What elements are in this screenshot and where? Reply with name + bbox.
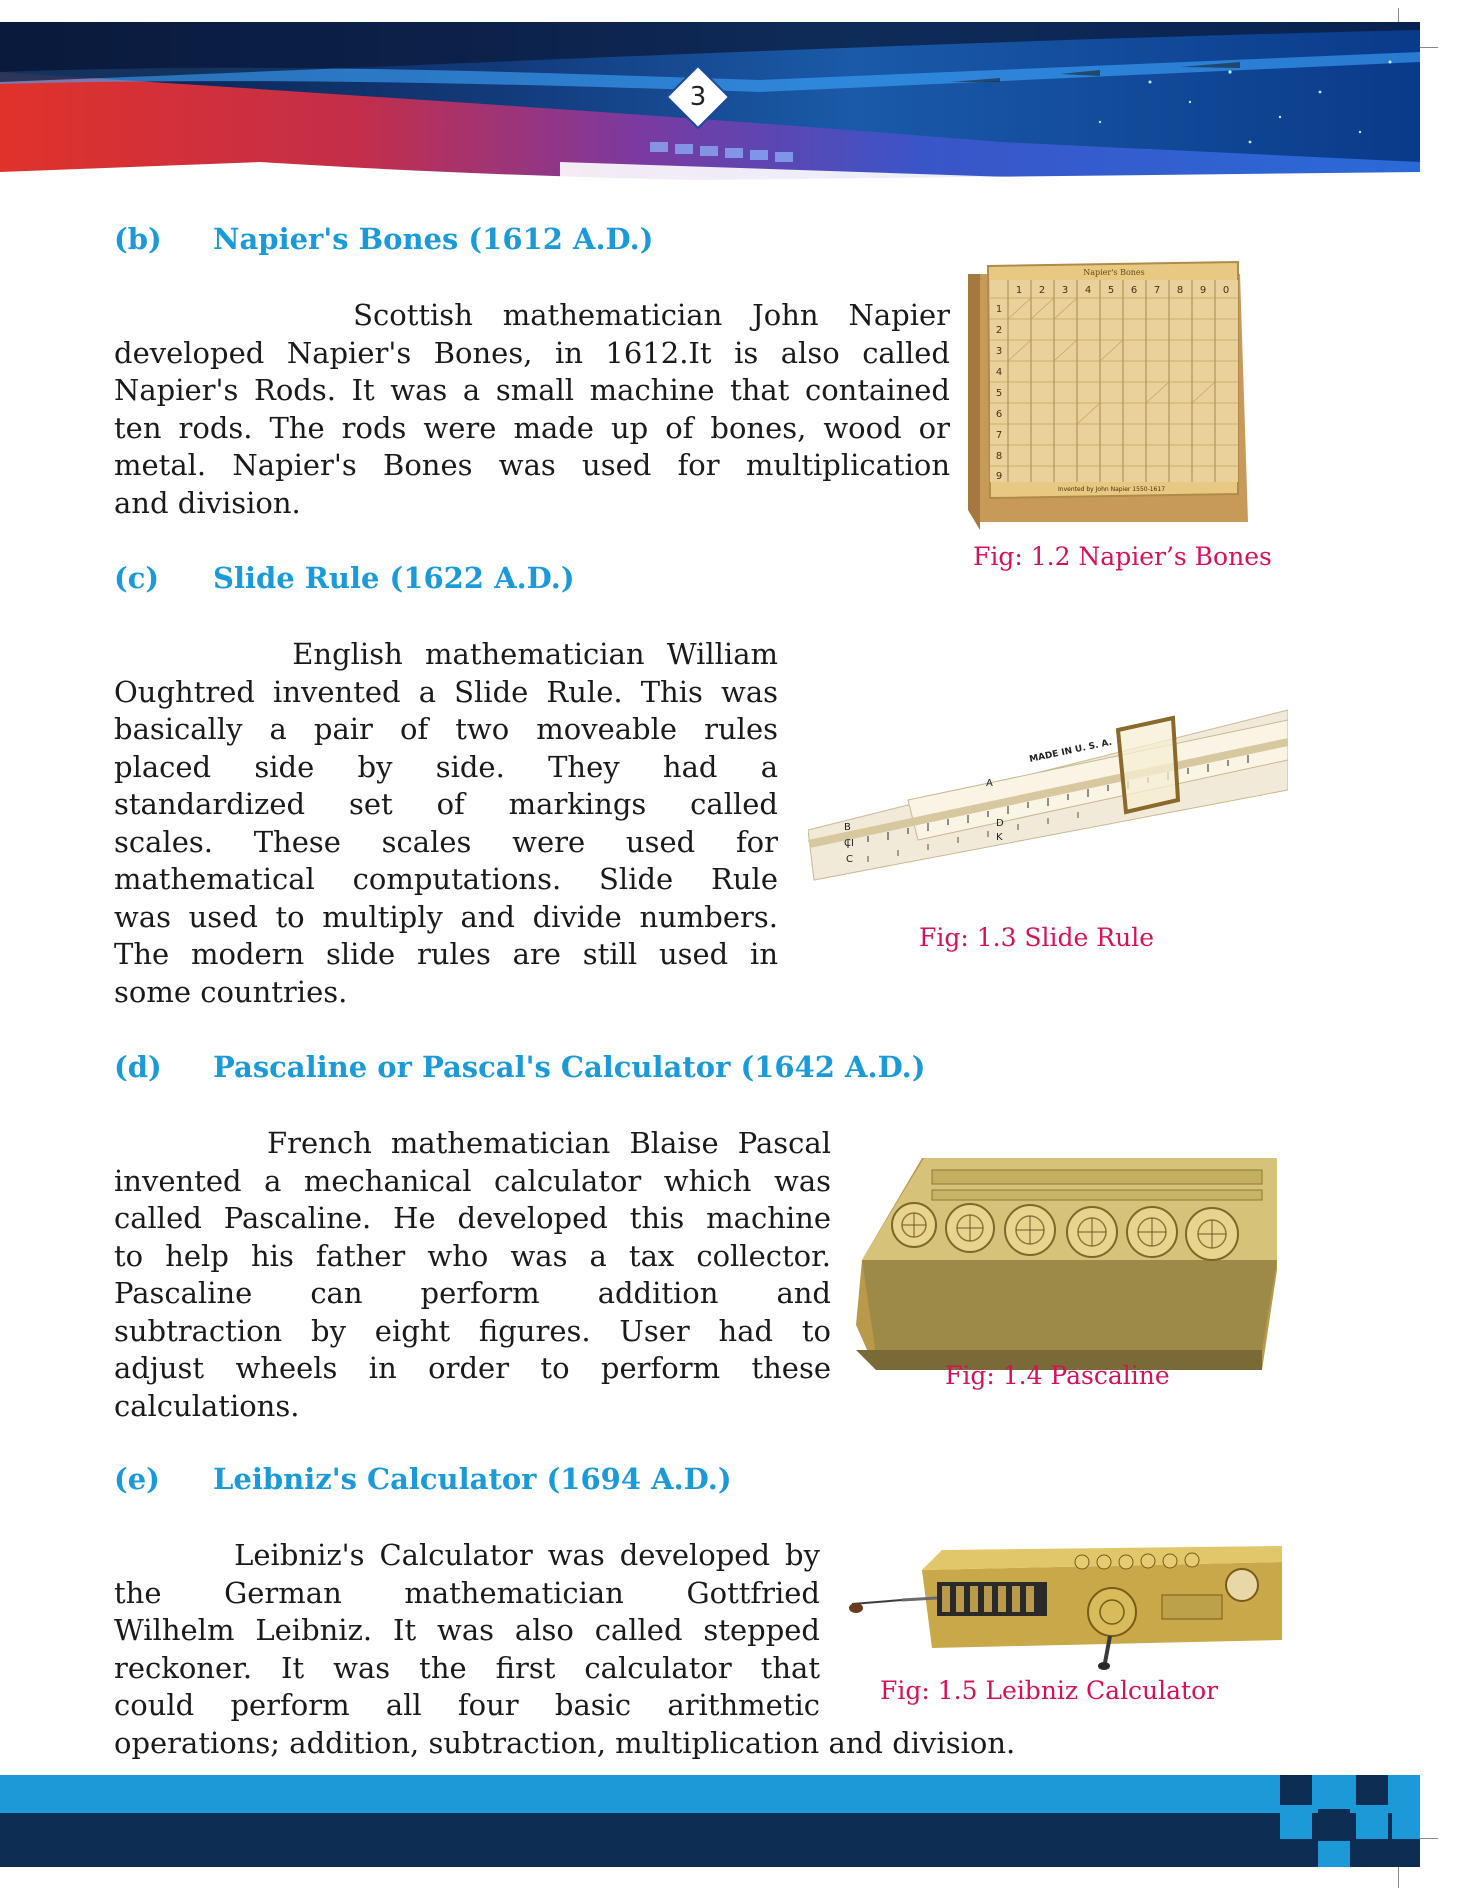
pascaline-image	[852, 1150, 1282, 1375]
top-digit: 3	[1061, 285, 1069, 296]
top-digit: 1	[1015, 285, 1023, 296]
paragraph-pascaline	[114, 1125, 831, 1425]
text-line: some countries.	[114, 974, 348, 1009]
figure-pascaline	[852, 1150, 1282, 1375]
text-line: and division.	[114, 485, 301, 520]
caption-fig-1-5: Fig: 1.5 Leibniz Calculator	[880, 1676, 1219, 1705]
caption-fig-1-4: Fig: 1.4 Pascaline	[945, 1361, 1170, 1390]
figure-slide-rule	[808, 690, 1288, 900]
slide-rule-stamp: MADE IN U. S. A.	[1028, 737, 1113, 765]
side-digit: 4	[995, 367, 1003, 378]
text-line: English mathematician William	[114, 637, 778, 671]
heading-letter: (d)	[114, 1050, 162, 1084]
napiers-bones-image	[968, 250, 1248, 530]
side-digit: 1	[995, 304, 1003, 315]
text-line: to help his father who was a tax collector.	[114, 1238, 831, 1273]
leibniz-calculator-image	[842, 1540, 1282, 1670]
side-digit: 7	[995, 430, 1003, 441]
footer-band	[0, 1775, 1420, 1867]
paragraph-napiers-bones	[114, 297, 950, 522]
text-line: the German mathematician Gottfried	[114, 1575, 820, 1610]
top-digit: 0	[1222, 285, 1230, 296]
top-digit: 9	[1199, 285, 1207, 296]
side-digit: 6	[995, 409, 1003, 420]
text-line: adjust wheels in order to perform these	[114, 1351, 831, 1385]
page-number: 3	[689, 82, 707, 112]
text-line: reckoner. It was the first calculator that	[114, 1650, 820, 1685]
text-line: standardized set of markings called	[114, 787, 778, 821]
heading-leibniz	[114, 1462, 732, 1496]
side-digit: 2	[995, 325, 1003, 336]
scale-label: K	[996, 832, 1003, 843]
text-line: scales. These scales were used for	[114, 824, 778, 859]
heading-letter: (b)	[114, 222, 162, 256]
scale-label: A	[986, 778, 993, 789]
scale-label: C	[846, 854, 853, 865]
text-line: ten rods. The rods were made up of bones, wood or	[114, 410, 950, 445]
figure-napiers-bones	[968, 250, 1248, 530]
text-line: invented a mechanical calculator which was	[114, 1163, 831, 1198]
heading-slide-rule	[114, 561, 575, 595]
heading-title: Napier's Bones (1612 A.D.)	[213, 222, 654, 256]
text-line: was used to multiply and divide numbers.	[114, 899, 778, 934]
scale-label: B	[844, 822, 851, 833]
caption-fig-1-3: Fig: 1.3 Slide Rule	[919, 923, 1154, 952]
scale-label: D	[996, 818, 1004, 829]
text-line: developed Napier's Bones, in 1612.It is also called	[114, 335, 950, 370]
text-line: placed side by side. They had a	[114, 749, 778, 784]
heading-letter: (e)	[114, 1462, 160, 1496]
text-line: The modern slide rules are still used in	[114, 937, 778, 971]
heading-pascaline	[114, 1050, 926, 1084]
top-digit: 6	[1130, 285, 1138, 296]
top-digit: 8	[1176, 285, 1184, 296]
text-line: Leibniz's Calculator was developed by	[114, 1538, 820, 1572]
napier-footer: Invented by John Napier 1550-1617	[1058, 486, 1166, 493]
figure-leibniz-calculator	[842, 1540, 1282, 1670]
text-line: mathematical computations. Slide Rule	[114, 862, 778, 896]
text-line: could perform all four basic arithmetic	[114, 1688, 820, 1722]
slide-rule-image	[808, 690, 1288, 900]
top-digit: 2	[1038, 285, 1046, 296]
text-line: Oughtred invented a Slide Rule. This was	[114, 674, 778, 709]
scale-label: CI	[844, 838, 854, 849]
side-digit: 8	[995, 451, 1003, 462]
text-line: Pascaline can perform addition and	[114, 1276, 831, 1310]
text-line: Scottish mathematician John Napier	[114, 298, 950, 332]
text-line: Wilhelm Leibniz. It was also called stepped	[114, 1613, 820, 1647]
text-line: subtraction by eight figures. User had to	[114, 1313, 831, 1348]
text-line: calculations.	[114, 1388, 300, 1423]
heading-napiers-bones	[114, 222, 654, 256]
top-digit: 4	[1084, 285, 1092, 296]
top-digit: 7	[1153, 285, 1161, 296]
text-line: called Pascaline. He developed this machine	[114, 1201, 831, 1235]
text-line: metal. Napier's Bones was used for multiplication	[114, 448, 950, 482]
paragraph-leibniz: Leibniz's Calculator was developed by the German mathematician Gottfried Wilhelm Leibniz. It was also called stepped reckoner. It was the first calculator that could perform all four basic arithmetic operations; addition, subtraction, multiplication and division.	[114, 1538, 1016, 1760]
heading-title: Slide Rule (1622 A.D.)	[213, 561, 575, 595]
napier-box-title: Napier's Bones	[1083, 268, 1145, 277]
heading-title: Leibniz's Calculator (1694 A.D.)	[213, 1462, 732, 1496]
side-digit: 5	[995, 388, 1003, 399]
side-digit: 3	[995, 346, 1003, 357]
top-digit: 5	[1107, 285, 1115, 296]
text-line: basically a pair of two moveable rules	[114, 712, 778, 746]
side-digit: 9	[995, 471, 1003, 482]
caption-fig-1-2: Fig: 1.2 Napier’s Bones	[973, 542, 1272, 571]
text-line: Napier's Rods. It was a small machine that contained	[114, 373, 950, 407]
paragraph-slide-rule	[114, 636, 778, 1011]
heading-title: Pascaline or Pascal's Calculator (1642 A.D.)	[213, 1050, 926, 1084]
heading-letter: (c)	[114, 561, 160, 595]
text-line: French mathematician Blaise Pascal	[114, 1126, 831, 1160]
